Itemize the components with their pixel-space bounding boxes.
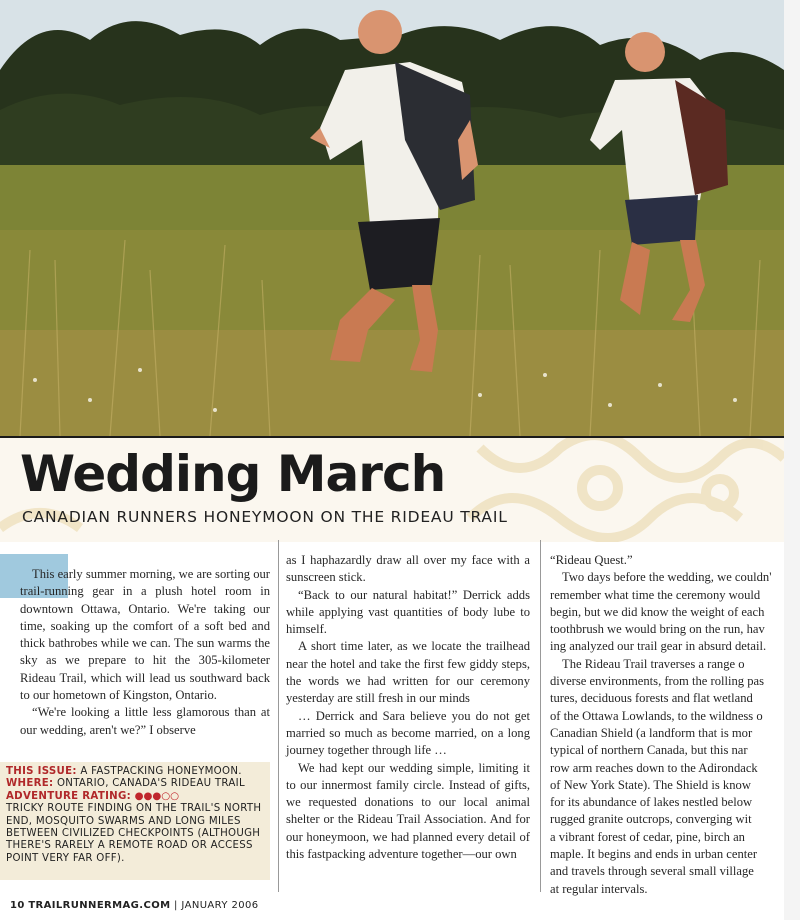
info-sidebar (0, 762, 270, 880)
issue-value: A FASTPACKING HONEYMOON. (80, 766, 242, 777)
footer-separator: | (174, 900, 178, 911)
paragraph: “We're looking a little less glamorous than at our wedding, aren't we?” I observe (20, 705, 270, 737)
text-line: The Rideau Trail traverses a range o (562, 656, 745, 671)
paragraph: A short time later, as we locate the trailhead near the hotel and take the first few giddy steps, the words we had written for our ceremony yesterday are still fresh in our minds (286, 639, 530, 706)
text-line: maple. It begins and ends in urban center (550, 847, 758, 862)
text-line: a vibrant forest of cedar, pine, birch an (550, 829, 745, 844)
rating-dots-icon: ●●●○○ (134, 790, 180, 802)
paragraph: “Back to our natural habitat!” Derrick adds while applying vast quantities of body lube to himself. (286, 587, 530, 637)
body-column-2 (286, 552, 530, 863)
paragraph: We had kept our wedding simple, limiting it to our innermost family circle. Instead of gifts, we requested donations to our local animal shelter or the Rideau Trail Association. And for our honeymoon, we had planned every detail of this fastpacking adventure together—our own (286, 760, 530, 862)
site-name: TRAILRUNNERMAG.COM (28, 900, 171, 911)
article-deck: CANADIAN RUNNERS HONEYMOON ON THE RIDEAU TRAIL (22, 508, 508, 526)
text-line: “Rideau Quest.” (550, 553, 633, 567)
text-line: ing analyzed our trail gear in absurd detail. (550, 639, 767, 654)
text-line: for its abundance of lakes nestled below (550, 795, 753, 810)
text-line: begin, but we did know the weight of each (550, 604, 765, 619)
text-line: tures, deciduous forests and flat wetland (550, 691, 753, 706)
where-label: WHERE: (6, 778, 54, 790)
body-column-3 (550, 552, 784, 898)
text-line: of the Ottawa Lowlands, to the wildness o (550, 708, 763, 723)
text-line: typical of northern Canada, but this nar (550, 743, 748, 758)
text-line: of New York State). The Shield is know (550, 777, 751, 792)
paragraph: This early summer morning, we are sorting our trail-running gear in a plush hotel room in downtown Ottawa, Ontario. We're taking our time, soaking up the comfort of a soft bed and thick bathrobes while we can. The sun warms the sky as we prepare to hit the 305-kilometer Rideau Trail, which will lead us southward back to our hometown of Kingston, Ontario. (20, 567, 270, 703)
text-line: row arm reaches down to the Adirondack (550, 760, 758, 775)
issue-date: JANUARY 2006 (181, 900, 259, 911)
text-line: Canadian Shield (a landform that is mor (550, 725, 753, 740)
page-number: 10 (10, 900, 25, 911)
text-line: remember what time the ceremony would (550, 587, 761, 602)
text-line: rugged granite outcrops, converging wit (550, 812, 752, 827)
body-column-1 (20, 566, 270, 739)
runners-photo-image (0, 0, 784, 436)
rating-label: ADVENTURE RATING: (6, 790, 132, 802)
column-divider (278, 540, 279, 892)
paragraph: as I haphazardly draw all over my face with a sunscreen stick. (286, 553, 530, 585)
paragraph: … Derrick and Sara believe you do not get married so much as become married, on a long journey together through life … (286, 708, 530, 758)
sidebar-rating-row (6, 791, 264, 803)
sidebar-where-row (6, 778, 264, 790)
text-line: toothbrush we would bring on the run, hav (550, 622, 765, 637)
page-footer (10, 900, 259, 911)
article-title: Wedding March (20, 445, 446, 503)
text-line: Two days before the wedding, we couldn' (562, 570, 772, 585)
sidebar-note: TRICKY ROUTE FINDING ON THE TRAIL'S NORTH END, MOSQUITO SWARMS AND LONG MILES BETWEEN CIVILIZED CHECKPOINTS (ALTHOUGH THERE'S RARELY A REMOTE ROAD OR ACCESS POINT VERY FAR OFF). (6, 803, 262, 864)
issue-label: THIS ISSUE: (6, 766, 77, 777)
hero-photo (0, 0, 784, 436)
text-line: and travels through several small village (550, 864, 754, 879)
sidebar-issue-row (6, 766, 264, 778)
text-line: diverse environments, from the rolling pas (550, 674, 765, 689)
text-line: at regular intervals. (550, 881, 648, 896)
column-divider (540, 540, 541, 892)
scan-margin (784, 0, 800, 920)
where-value: ONTARIO, CANADA'S RIDEAU TRAIL (56, 778, 245, 790)
